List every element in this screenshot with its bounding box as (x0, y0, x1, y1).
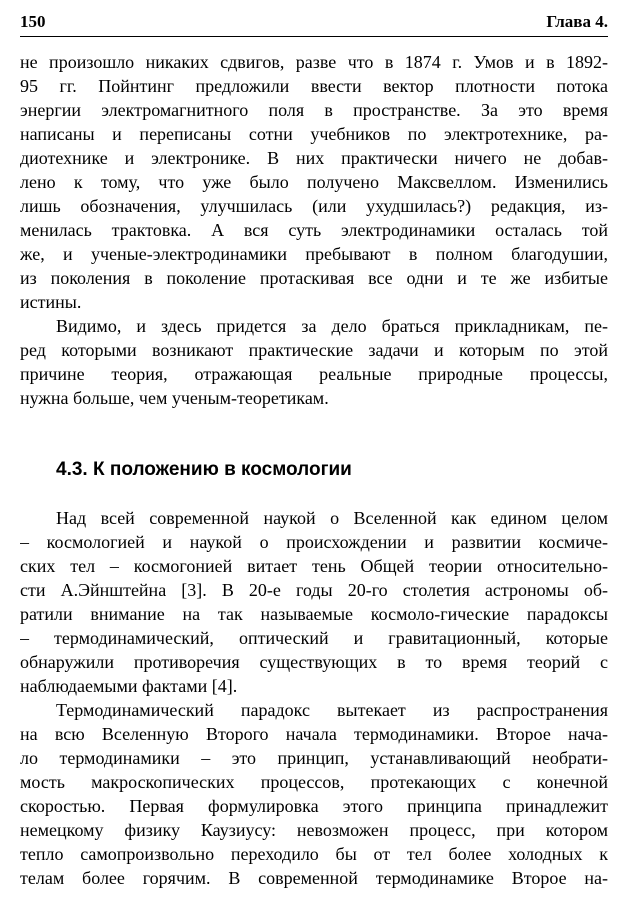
text-line: причине теория, отражающая реальные природные процессы, (20, 364, 608, 384)
section-heading: 4.3. К положению в космологии (56, 459, 352, 480)
text-line: из поколения в поколение протаскивая все одни и те же избитые (20, 268, 608, 288)
text-line: сти А.Эйнштейна [3]. В 20-е годы 20-го столетия астрономы об- (20, 580, 608, 600)
text-line: немецкому физику Каузиусу: невозможен процесс, при котором (20, 820, 608, 840)
text-line: менилась трактовка. А вся суть электродинамики осталась той (20, 220, 608, 240)
text-line: нужна больше, чем ученым-теоретикам. (20, 388, 329, 408)
text-line: наблюдаемыми фактами [4]. (20, 676, 238, 696)
text-line: ских тел – космогонией витает тень Общей теории относительно- (20, 556, 608, 576)
text-line: энергии электромагнитного поля в пространстве. За это время (20, 100, 608, 120)
text-line: обнаружили противоречия существующих в то время теорий с (20, 652, 608, 672)
running-header (20, 12, 608, 37)
text-line: – термодинамический, оптический и гравитационный, которые (20, 628, 608, 648)
text-line: Над всей современной наукой о Вселенной как едином целом (56, 508, 608, 528)
text-line: на всю Вселенную Второго начала термодинамики. Второе нача- (20, 724, 608, 744)
text-line: телам более горячим. В современной термодинамике Второе на- (20, 868, 608, 888)
text-line: лено к тому, что уже было получено Максвеллом. Изменились (20, 172, 608, 192)
text-line: 95 гг. Пойнтинг предложили ввести вектор плотности потока (20, 76, 608, 96)
text-line: ред которыми возникают практические задачи и которым по этой (20, 340, 608, 360)
page-number: 150 (20, 12, 46, 31)
text-line: же, и ученые-электродинамики пребывают в полном благодушии, (20, 244, 608, 264)
text-line: скоростью. Первая формулировка этого принципа принадлежит (20, 796, 608, 816)
text-line: ратили внимание на так называемые космоло-гические парадоксы (20, 604, 608, 624)
text-line: тепло самопроизвольно переходило бы от тел более холодных к (20, 844, 608, 864)
text-line: истины. (20, 292, 82, 312)
text-line: ло термодинамики – это принцип, устанавливающий необрати- (20, 748, 608, 768)
text-line: Видимо, и здесь придется за дело браться прикладникам, пе- (56, 316, 608, 336)
chapter-title: Глава 4. (546, 12, 608, 31)
text-line: не произошло никаких сдвигов, разве что в 1874 г. Умов и в 1892- (20, 52, 608, 72)
text-line: Термодинамический парадокс вытекает из распространения (56, 700, 608, 720)
text-line: написаны и переписаны сотни учебников по электротехнике, ра- (20, 124, 608, 144)
text-line: лишь обозначения, улучшилась (или ухудшилась?) редакция, из- (20, 196, 608, 216)
text-line: – космологией и наукой о происхождении и развитии космиче- (20, 532, 608, 552)
text-line: мость макроскопических процессов, протекающих с конечной (20, 772, 608, 792)
text-line: диотехнике и электронике. В них практически ничего не добав- (20, 148, 608, 168)
